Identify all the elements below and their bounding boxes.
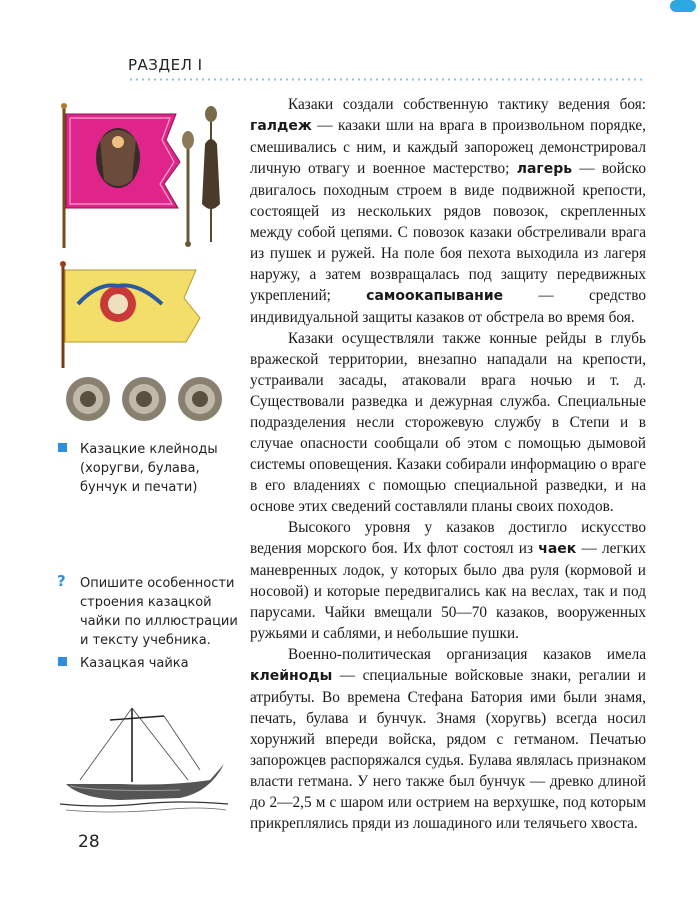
pink-banner-illustration bbox=[58, 100, 188, 250]
yellow-banner-illustration bbox=[58, 258, 208, 368]
mace-illustration bbox=[178, 128, 198, 248]
boat-caption: Казацкая чайка bbox=[58, 654, 240, 673]
caption-marker bbox=[58, 443, 67, 452]
page-number: 28 bbox=[78, 832, 100, 852]
seals-illustration bbox=[64, 372, 224, 426]
section-header: РАЗДЕЛ I bbox=[128, 56, 203, 74]
regalia-caption: Казацкие клейноды (хоругви, булава, бунчук и печати) bbox=[58, 440, 240, 497]
term-samookapyvanie: самоокапывание bbox=[366, 288, 504, 304]
paragraph-tactics: Казаки создали собственную тактику ведения боя: галдеж — казаки шли на врага в произвольном порядке, смешивались с ним, и каждый запорожец демонстрировал личную отвагу и военное мастерство; лагерь — войско двигалось походным строем в виде подвижной крепости, состоящей из нескольких рядов повозок, скрепленных между собой цепями. С повозок казаки обстреливали врага из пушек и ружей. На поле боя пехота выходила из лагеря наружу, а затем возвращалась под защиту передвижных укреплений; самоокапывание — средство индивидуальной защиты казаков от обстрела во время боя. bbox=[250, 96, 646, 326]
paragraph-naval: Высокого уровня у казаков достигло искусство ведения морского боя. Их флот состоял из чаек — легких маневренных лодок, у которых было два руля (кормовой и носовой) и которые передвигались как на веслах, так и под парусами. Чайки вмещали 50—70 казаков, вооруженных ружьями и саблями, и небольшие пушки. bbox=[250, 519, 646, 642]
term-lager: лагерь bbox=[516, 161, 573, 177]
chaika-boat-illustration bbox=[60, 700, 230, 820]
publisher-logo bbox=[670, 0, 696, 12]
header-divider bbox=[128, 78, 646, 81]
caption-marker bbox=[58, 657, 67, 666]
paragraph-raids: Казаки осуществляли также конные рейды в глубь вражеской территории, внезапно нападали на крепости, устраивали засады, атаковали врага ночью и т. д. Существовали разведка и дежурная служба. Специальные подразделения несли сторожевую службу в Степи и в случае опасности сообщали об этом с помощью дымовой системы оповещения. Казаки собирали информацию о враге в его владениях с помощью специальной разведки, и на основе этих сведений составляли планы своих походов. bbox=[250, 330, 646, 515]
question-block: ? Опишите особенности строения казацкой чайки по иллюстрации и тексту учебника. bbox=[57, 572, 238, 648]
term-chaek: чаек bbox=[538, 541, 577, 557]
paragraph-regalia: Военно-политическая организация казаков имела клейноды — специальные войсковые знаки, регалии и атрибуты. Во времена Стефана Батория ими были знамя, печать, булава и бунчук. Знамя (хоругвь) всегда носил хорунжий впереди войска, рядом с гетманом. Печатью запорожцев распоряжался судья. Булава являлась признаком власти гетмана. У него также был бунчук — древко длиной до 2—2,5 м с шаром или острием на верхушке, под которым прикреплялись пряди из лошадиного или телячьего хвоста. bbox=[250, 646, 646, 832]
question-icon: ? bbox=[57, 572, 66, 590]
bunchuk-illustration bbox=[196, 104, 226, 244]
term-galdezh: галдеж bbox=[250, 118, 312, 134]
main-text bbox=[250, 94, 646, 834]
term-kleinody: клейноды bbox=[250, 668, 333, 684]
